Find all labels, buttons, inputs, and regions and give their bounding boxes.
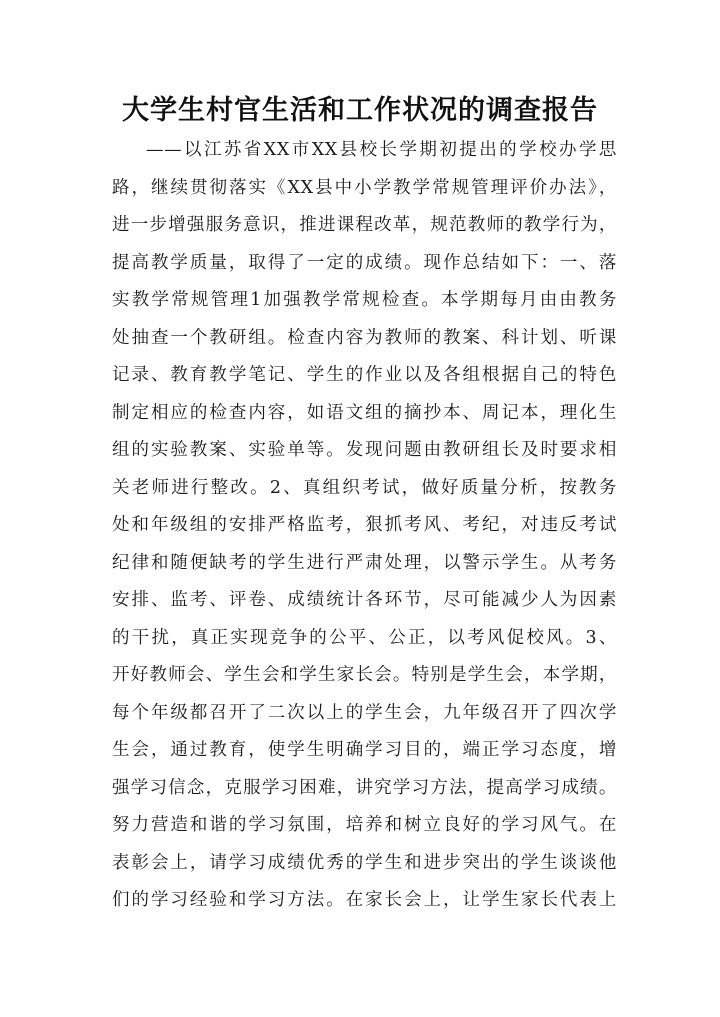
body-line: 努力营造和谐的学习氛围，培养和树立良好的学习风气。在 [112,815,617,835]
body-line: 实教学常规管理1加强教学常规检查。本学期每月由由教务 [112,290,617,310]
body-line: 处和年级组的安排严格监考，狠抓考风、考纪，对违反考试 [112,515,617,535]
body-line: 提高教学质量，取得了一定的成绩。现作总结如下：一、落 [112,252,617,273]
body-line: 生会，通过教育，使学生明确学习目的，端正学习态度，增 [112,740,617,760]
body-line: ——以江苏省XX市XX县校长学期初提出的学校办学思 [146,140,617,160]
body-line: 制定相应的检查内容，如语文组的摘抄本、周记本，理化生 [112,402,617,423]
body-line: 处抽查一个教研组。检查内容为教师的教案、科计划、听课 [112,327,617,348]
body-line: 关老师进行整改。2、真组织考试，做好质量分析，按教务 [112,477,617,498]
body-line: 每个年级都召开了二次以上的学生会，九年级召开了四次学 [112,702,617,723]
body-line: 纪律和随便缺考的学生进行严肃处理，以警示学生。从考务 [112,552,617,573]
body-line: 表彰会上，请学习成绩优秀的学生和进步突出的学生谈谈他 [112,852,617,873]
body-line: 开好教师会、学生会和学生家长会。特别是学生会，本学期， [112,665,617,685]
body-line: 们的学习经验和学习方法。在家长会上，让学生家长代表上 [112,890,617,910]
document-title: 大学生村官生活和工作状况的调查报告 [122,95,598,126]
body-line: 路，继续贯彻落实《XX县中小学教学常规管理评价办法》， [112,177,617,198]
body-line: 进一步增强服务意识，推进课程改革，规范教师的教学行为， [112,215,617,235]
body-line: 强学习信念，克服学习困难，讲究学习方法，提高学习成绩。 [112,777,617,798]
document-body [112,132,617,920]
body-line: 安排、监考、评卷、成绩统计各环节，尽可能减少人为因素 [112,590,617,610]
body-line: 组的实验教案、实验单等。发现问题由教研组长及时要求相 [112,440,617,460]
body-line: 的干扰，真正实现竞争的公平、公正，以考风促校风。3、 [112,627,617,648]
body-line: 记录、教育教学笔记、学生的作业以及各组根据自己的特色 [112,365,617,385]
